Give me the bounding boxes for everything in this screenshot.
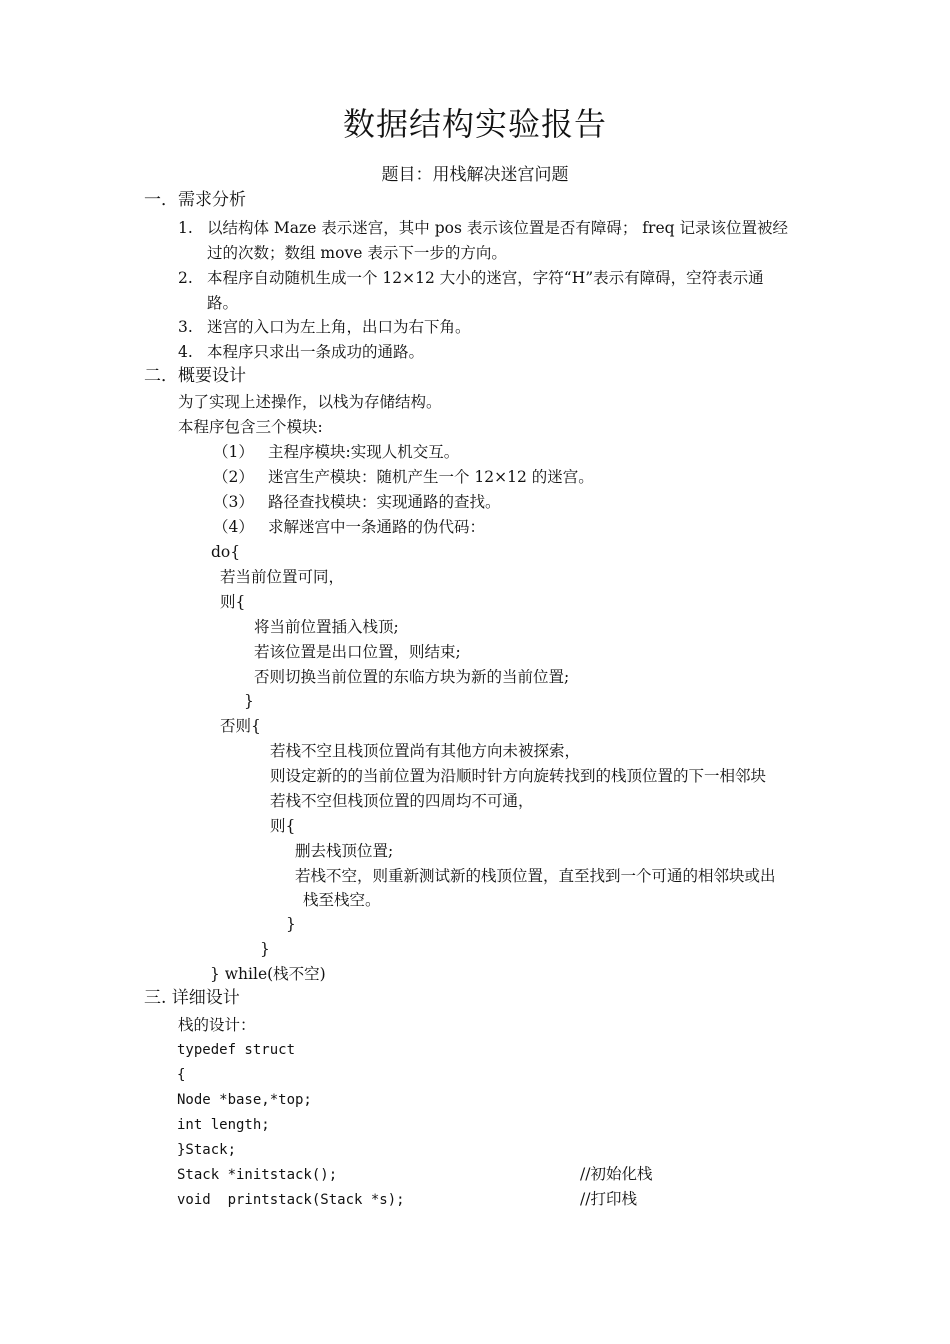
code-comment: //初始化栈 xyxy=(580,1165,653,1183)
section-heading-detailed-design: 三. 详细设计 xyxy=(144,988,240,1008)
code-line: Stack *initstack(); xyxy=(177,1167,338,1183)
pseudocode-line: 将当前位置插入栈顶; xyxy=(254,618,399,636)
code-line: typedef struct xyxy=(177,1042,296,1058)
code-line: { xyxy=(177,1067,186,1083)
pseudocode-line: } xyxy=(286,915,296,933)
module-number: （2） xyxy=(213,468,254,486)
list-item-text: 以结构体 Maze 表示迷宫，其中 pos 表示该位置是否有障碍； freq 记录该位置被经 xyxy=(207,219,788,237)
list-item-text-continued: 路。 xyxy=(207,294,239,312)
pseudocode-line: 栈至栈空。 xyxy=(303,891,381,909)
pseudocode-line: do{ xyxy=(211,543,241,561)
list-item-text: 迷宫的入口为左上角，出口为右下角。 xyxy=(207,318,471,336)
section-heading-outline-design: 二．概要设计 xyxy=(144,366,246,386)
pseudocode-line: 删去栈顶位置; xyxy=(295,842,394,860)
pseudocode-line: 则{ xyxy=(270,817,296,835)
paragraph: 栈的设计： xyxy=(178,1016,256,1034)
pseudocode-line: 则{ xyxy=(220,593,246,611)
pseudocode-line: 否则{ xyxy=(220,717,261,735)
module-number: （1） xyxy=(213,443,254,461)
section-heading-requirements: 一．需求分析 xyxy=(144,190,246,210)
list-item-number: 1. xyxy=(178,219,193,237)
module-text: 迷宫生产模块：随机产生一个 12×12 的迷宫。 xyxy=(268,468,594,486)
report-subtitle: 题目：用栈解决迷宫问题 xyxy=(381,165,569,185)
module-text: 求解迷宫中一条通路的伪代码： xyxy=(268,518,486,536)
list-item-text-continued: 过的次数；数组 move 表示下一步的方向。 xyxy=(207,244,507,262)
pseudocode-line: 若栈不空，则重新测试新的栈顶位置，直至找到一个可通的相邻块或出 xyxy=(295,867,776,885)
pseudocode-line: 若当前位置可同， xyxy=(220,568,345,586)
code-line: void printstack(Stack *s); xyxy=(177,1192,405,1208)
pseudocode-line: 若该位置是出口位置，则结束; xyxy=(254,643,461,661)
module-number: （4） xyxy=(213,518,254,536)
pseudocode-line: } xyxy=(260,940,270,958)
paragraph: 为了实现上述操作，以栈为存储结构。 xyxy=(178,393,442,411)
pseudocode-line: 若栈不空但栈顶位置的四周均不可通， xyxy=(270,792,534,810)
module-text: 主程序模块:实现人机交互。 xyxy=(268,443,460,461)
page-title: 数据结构实验报告 xyxy=(342,105,607,143)
code-line: int length; xyxy=(177,1117,270,1133)
pseudocode-line: 否则切换当前位置的东临方块为新的当前位置; xyxy=(254,668,570,686)
pseudocode-line: 则设定新的的当前位置为沿顺时针方向旋转找到的栈顶位置的下一相邻块 xyxy=(270,767,767,785)
pseudocode-line: } while(栈不空) xyxy=(210,965,326,983)
code-comment: //打印栈 xyxy=(580,1190,637,1208)
list-item-number: 3. xyxy=(178,318,193,336)
list-item-number: 2. xyxy=(178,269,193,287)
module-text: 路径查找模块：实现通路的查找。 xyxy=(268,493,501,511)
list-item-number: 4. xyxy=(178,343,193,361)
pseudocode-line: 若栈不空且栈顶位置尚有其他方向未被探索， xyxy=(270,742,581,760)
list-item-text: 本程序只求出一条成功的通路。 xyxy=(207,343,425,361)
paragraph: 本程序包含三个模块: xyxy=(178,418,323,436)
code-line: }Stack; xyxy=(177,1142,237,1158)
pseudocode-line: } xyxy=(244,692,254,710)
code-line: Node *base,*top; xyxy=(177,1092,312,1108)
module-number: （3） xyxy=(213,493,254,511)
list-item-text: 本程序自动随机生成一个 12×12 大小的迷宫，字符“H”表示有障碍，空符表示通 xyxy=(207,269,764,287)
